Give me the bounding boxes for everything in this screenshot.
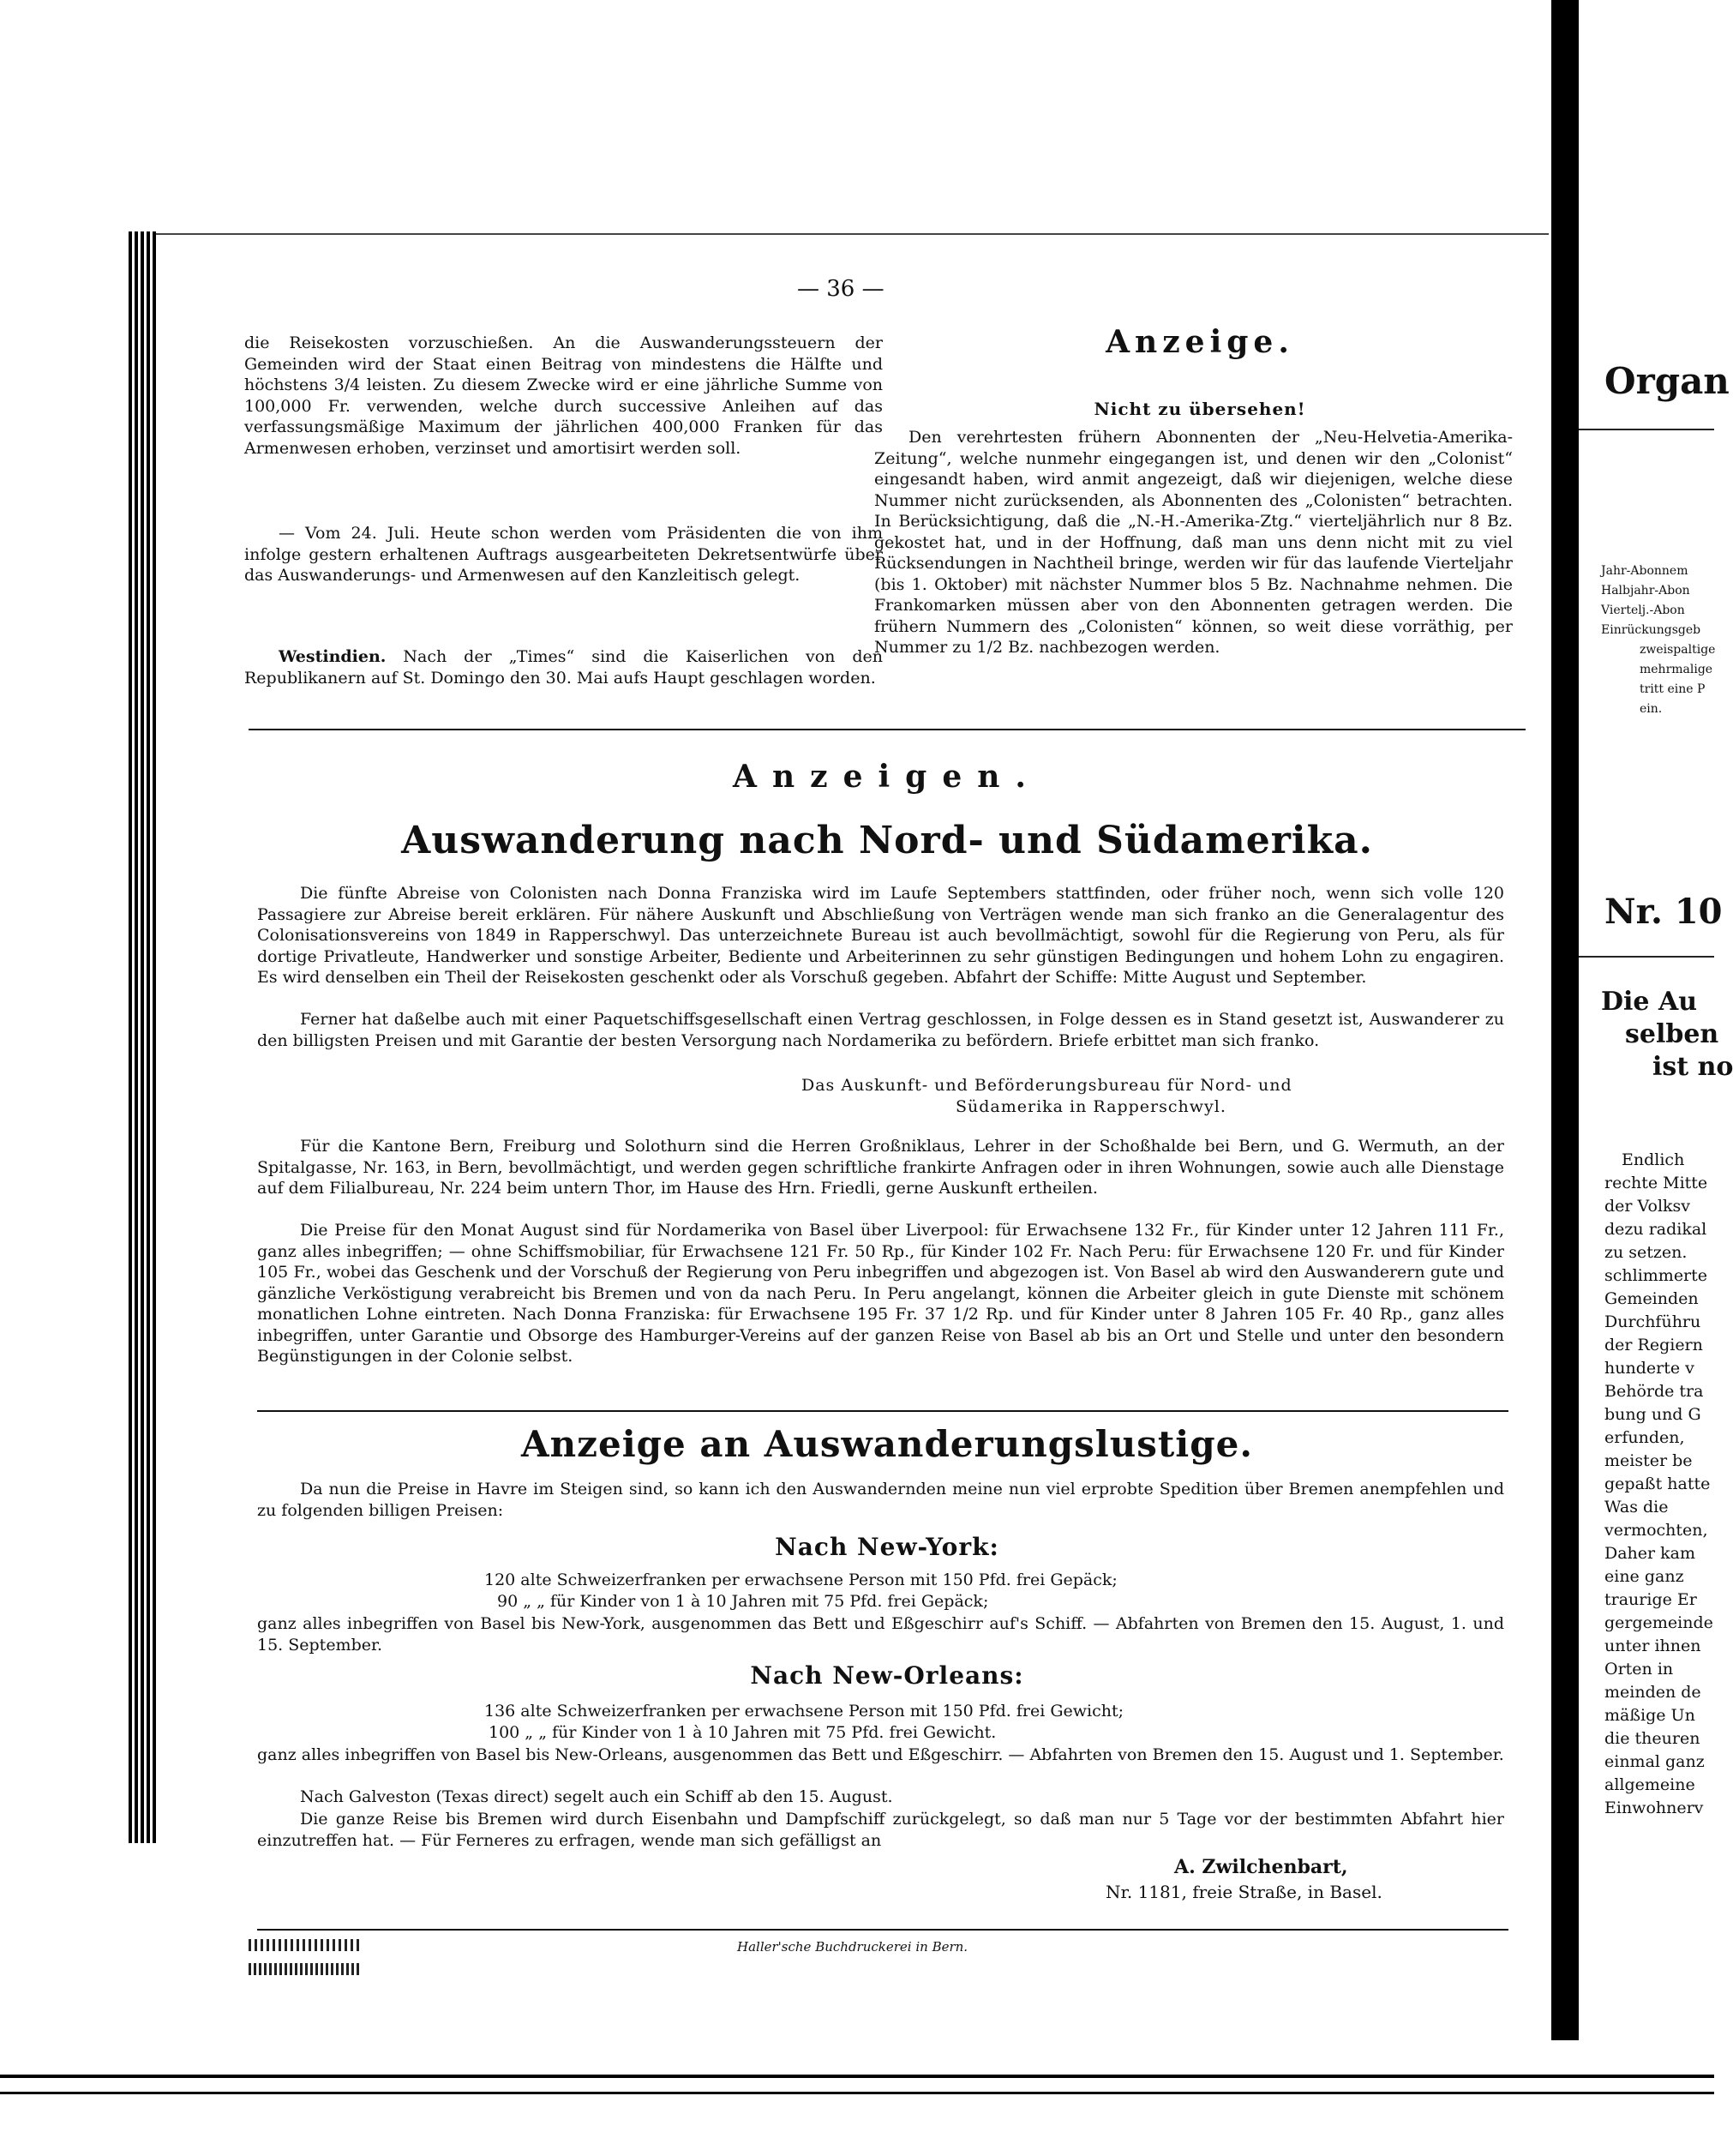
ad2-title: Anzeige an Auswanderungslustige. [521,1423,1253,1465]
body-line: Einwohnerv [1604,1799,1704,1817]
sub-line: Jahr-Abonnem [1601,564,1688,578]
smudge-mark-1 [249,1939,360,1951]
sub-line: tritt eine P [1640,682,1706,696]
next-page-body [1604,1149,1713,1820]
body-line: Endlich [1622,1150,1685,1169]
footer-rule [257,1929,1508,1931]
body-line: gepaßt hatte [1604,1474,1711,1493]
headline-line: ist no [1652,1052,1733,1082]
body-line: Daher kam [1604,1544,1696,1563]
col1-paragraph-3 [244,646,883,688]
section-rule-1 [249,729,1526,730]
body-line: Behörde tra [1604,1382,1704,1401]
body-line: zu setzen. [1604,1243,1688,1262]
page-number: — 36 — [797,276,884,302]
sub-line: Halbjahr-Abon [1601,584,1690,598]
new-york-heading: Nach New-York: [775,1533,999,1561]
next-page-title: Organ [1604,360,1730,402]
binding-spine [1551,0,1579,2057]
body-line: einmal ganz [1604,1752,1705,1771]
body-line: rechte Mitte [1604,1174,1708,1192]
body-line: allgemeine [1604,1775,1695,1794]
headline-line: selben [1625,1019,1719,1049]
ad1-paragraph-3: Für die Kantone Bern, Freiburg und Solothurn sind die Herren Großniklaus, Lehrer in der Schoßhalde bei Bern, und G. Wermuth, an der Spitalgasse, Nr. 163, in Bern, bevollmächtigt, und werden gegen schriftliche frankirte Anfragen oder in ihren Wohnungen, sowie auch alle Dienstage auf dem Filialbureau, Nr. 224 beim untern Thor, im Hause des Hrn. Friedli, gerne Auskunft ertheilen. [257,1137,1504,1198]
body-line: die theuren [1604,1729,1700,1748]
anzeigen-heading: Anzeigen. [733,759,1041,795]
ad1-signature-line-1: Das Auskunft- und Beförderungsbureau für Nord- und [801,1076,1292,1095]
new-orleans-line-3: ganz alles inbegriffen von Basel bis New-Orleans, ausgenommen das Bett und Eßgeschirr. — Abfahrten von Bremen den 15. August und 1. September. [257,1745,1504,1764]
next-page-rule [1579,429,1714,430]
body-line: erfunden, [1604,1428,1685,1447]
body-line: gergemeinde [1604,1613,1713,1632]
new-orleans-line-5: Die ganze Reise bis Bremen wird durch Eisenbahn und Dampfschiff zurückgelegt, so daß man nur 5 Tage vor der bestimmten Abfahrt hier einzutreffen hat. — Für Ferneres zu erfragen, wende man sich gefälligst an [257,1810,1504,1850]
new-orleans-line-2: 100 „ „ für Kinder von 1 à 10 Jahren mit 75 Pfd. frei Gewicht. [489,1723,997,1742]
body-line: Orten in [1604,1660,1674,1679]
body-line: der Volksv [1604,1197,1691,1216]
new-york-line-2: 90 „ „ für Kinder von 1 à 10 Jahren mit 75 Pfd. frei Gepäck; [497,1592,989,1611]
ad1-signature-line-2: Südamerika in Rapperschwyl. [956,1097,1226,1116]
sub-line: zweispaltige [1640,643,1716,657]
body-line: traurige Er [1604,1590,1697,1609]
body-line: Was die [1604,1498,1669,1516]
ad1-paragraph-1: Die fünfte Abreise von Colonisten nach Donna Franziska wird im Laufe Septembers stattfinden, oder früher noch, wenn sich volle 120 Passagiere zur Abreise bereit erklären. Für nähere Auskunft und Abschließung von Verträgen wende man sich franko an die Generalagentur des Colonisationsvereins von 1849 in Rapperschwyl. Das unterzeichnete Bureau ist auch bevollmächtigt, sowohl für die Regierung von Peru, als für dortige Privatleute, Handwerker und sonstige Arbeiter, Bediente und Arbeiterinnen zu sehr günstigen Bedingungen und hohem Lohn zu engagiren. Es wird denselben ein Theil der Reisekosten geschenkt oder als Vorschuß gegeben. Abfahrt der Schiffe: Mitte August und September. [257,884,1504,987]
sub-line: Einrückungsgeb [1601,623,1701,637]
signature-address: Nr. 1181, freie Straße, in Basel. [1106,1882,1382,1902]
body-line: Gemeinden [1604,1289,1699,1308]
col1-paragraph-1: die Reisekosten vorzuschießen. An die Auswanderungssteuern der Gemeinden wird der Staat einen Beitrag von mindestens die Hälfte und höchstens 3/4 leisten. Zu diesem Zwecke wird er eine jährliche Summe von 100,000 Fr. verwenden, welche durch successive Anleihen auf das verfassungsmäßige Maximum der jährlichen 400,000 Franken für das Armenwesen erhoben, verzinset und amortisirt werden soll. [244,333,883,458]
printer-imprint: Haller'sche Buchdruckerei in Bern. [737,1939,968,1955]
next-page-fragment [1579,0,1733,2057]
smudge-mark-2 [249,1963,360,1975]
body-line: mäßige Un [1604,1706,1695,1725]
next-page-sub-list [1601,562,1715,719]
ad1-paragraph-4: Die Preise für den Monat August sind für Nordamerika von Basel über Liverpool: für Erwachsene 132 Fr., für Kinder unter 12 Jahren 111 Fr., ganz alles inbegriffen; — ohne Schiffsmobiliar, für Erwachsene 121 Fr. 50 Rp., für Kinder 102 Fr. Nach Peru: für Erwachsene 120 Fr. und für Kinder 105 Fr., wobei das Geschenk und der Vorschuß der Regierung von Peru inbegriffen und abgezogen ist. Von Basel ab wird den Auswanderern gute und gänzliche Verköstigung verabreicht bis Bremen und von da nach Peru. In Peru angelangt, können die Arbeiter gleich in gute Dienste mit schönem monatlichen Lohne eintreten. Nach Donna Franziska: für Erwachsene 195 Fr. 37 1/2 Rp. und für Kinder unter 8 Jahren 105 Fr. 40 Rp., ganz alles inbegriffen, unter Garantie und Obsorge des Hamburger-Vereins auf der ganzen Reise von Basel ab bis an Ort und Stelle und unter den besondern Begünstigungen in der Colonie selbst. [257,1221,1504,1366]
col1-paragraph-2: — Vom 24. Juli. Heute schon werden vom Präsidenten die von ihm infolge gestern erhaltenen Auftrags ausgearbeiteten Dekretsentwürfe über das Auswanderungs- und Armenwesen auf den Kanzleitisch gelegt. [244,524,883,585]
section-rule-2 [257,1410,1508,1412]
anzeige-subtitle: Nicht zu übersehen! [1094,399,1306,419]
westindien-text: Nach der „Times“ sind die Kaiserlichen von den Republikanern auf St. Domingo den 30. Mai aufs Haupt geschlagen worden. [244,647,883,688]
signature-name: A. Zwilchenbart, [1174,1856,1348,1878]
westindien-lead: Westindien. [279,647,387,666]
body-line: hunderte v [1604,1359,1694,1378]
new-orleans-line-4: Nach Galveston (Texas direct) segelt auch ein Schiff ab den 15. August. [300,1787,893,1806]
body-line: dezu radikal [1604,1220,1707,1239]
body-line: Durchführu [1604,1312,1701,1331]
body-line: vermochten, [1604,1521,1708,1540]
headline-line: Die Au [1601,987,1698,1017]
ad2-intro: Da nun die Preise in Havre im Steigen sind, so kann ich den Auswandernden meine nun viel erprobte Spedition über Bremen anempfehlen und zu folgenden billigen Preisen: [257,1480,1504,1520]
sub-line: mehrmalige [1640,663,1713,676]
next-page-headline [1601,986,1733,1084]
new-orleans-heading: Nach New-Orleans: [750,1661,1024,1690]
body-line: meinden de [1604,1683,1701,1702]
bottom-book-edge [0,2040,1714,2156]
body-line: meister be [1604,1451,1693,1470]
body-line: eine ganz [1604,1567,1684,1586]
body-line: bung und G [1604,1405,1701,1424]
body-line: der Regiern [1604,1336,1703,1354]
sub-line: ein. [1640,702,1663,716]
page-edge-shadow [129,231,156,1843]
new-york-line-3: ganz alles inbegriffen von Basel bis New-York, ausgenommen das Bett und Eßgeschirr auf's Schiff. — Abfahrten von Bremen den 15. August, 1. und 15. September. [257,1614,1504,1655]
sub-line: Viertelj.-Abon [1601,604,1685,617]
body-line: schlimmerte [1604,1266,1708,1285]
top-border-line [156,233,1549,235]
ad1-paragraph-2: Ferner hat daßelbe auch mit einer Paquetschiffsgesellschaft einen Vertrag geschlossen, in Folge dessen es in Stand gesetzt ist, Auswanderer zu den billigsten Preisen und mit Garantie der besten Versorgung nach Nordamerika zu befördern. Briefe erbittet man sich franko. [257,1010,1504,1050]
new-york-line-1: 120 alte Schweizerfranken per erwachsene Person mit 150 Pfd. frei Gepäck; [484,1570,1118,1589]
next-page-number: Nr. 10 [1604,892,1723,932]
body-line: unter ihnen [1604,1637,1701,1655]
anzeige-title: Anzeige. [1106,324,1294,360]
ad1-title: Auswanderung nach Nord- und Südamerika. [401,819,1373,862]
next-page-rule-2 [1579,956,1714,958]
new-orleans-line-1: 136 alte Schweizerfranken per erwachsene Person mit 150 Pfd. frei Gewicht; [484,1702,1124,1721]
anzeige-body: Den verehrtesten frühern Abonnenten der „Neu-Helvetia-Amerika-Zeitung“, welche nunmehr eingegangen ist, und denen wir den „Colonist“ eingesandt haben, wird anmit angezeigt, daß wir diejenigen, welche diese Nummer nicht zurücksenden, als Abonnenten des „Colonisten“ betrachten. In Berücksichtigung, daß die „N.-H.-Amerika-Ztg.“ vierteljährlich nur 8 Bz. gekostet hat, und in der Hoffnung, daß man uns denn nicht mit zu viel Rücksendungen in Nachtheil bringe, werden wir für das laufende Vierteljahr (bis 1. Oktober) mit nächster Nummer blos 5 Bz. Nachnahme nehmen. Die Frankomarken müssen aber von den Abonnenten getragen werden. Die frühern Nummern des „Colonisten“ können, so weit diese vorräthig, per Nummer zu 1/2 Bz. nachbezogen werden. [874,428,1513,657]
